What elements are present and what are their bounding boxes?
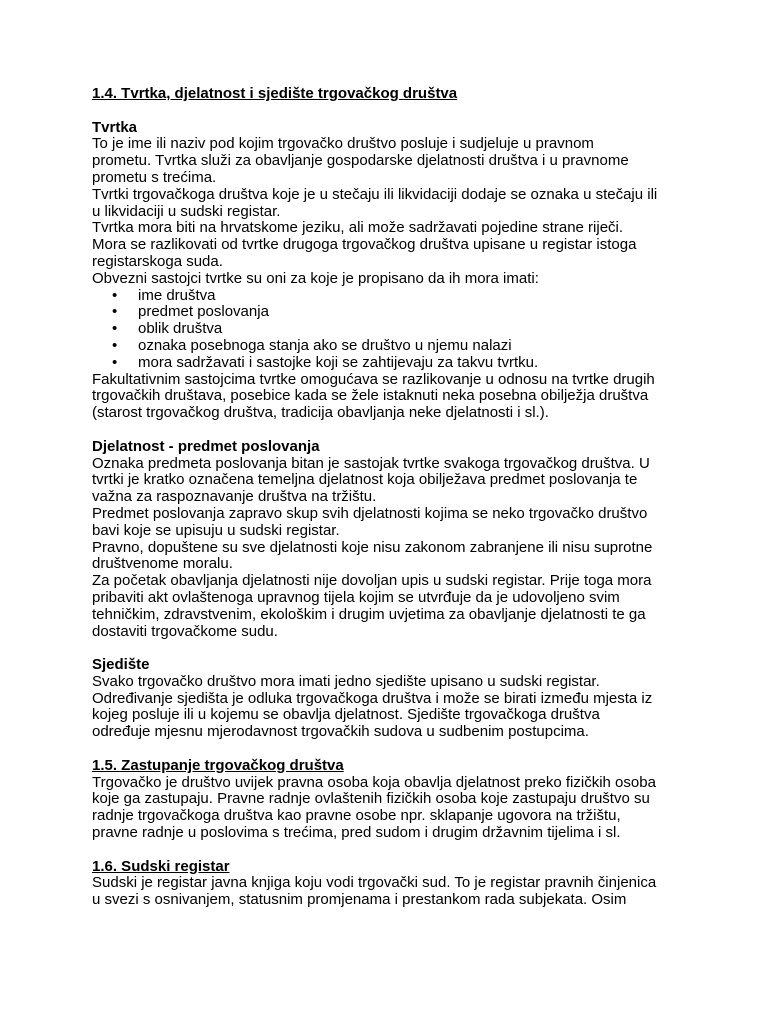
text-line: radnje trgovačkoga društva kao pravne osobe npr. sklapanje ugovora na tržištu, — [92, 807, 621, 825]
bullet-icon: • — [112, 320, 118, 338]
text-line: društvenome moralu. — [92, 555, 233, 573]
text-line: Tvrtki trgovačkoga društva koje je u stečaju ili likvidaciji dodaje se oznaka u stečaju ili — [92, 185, 658, 203]
text-line: pribaviti akt ovlaštenoga upravnog tijela kojim se utvrđuje da je udovoljeno svim — [92, 588, 620, 606]
list-item-text: ime društva — [138, 286, 216, 304]
text-line: To je ime ili naziv pod kojim trgovačko društvo posluje i sudjeluje u pravnom — [92, 135, 594, 153]
tvrtka-heading: Tvrtka — [92, 118, 138, 136]
list-item-text: oblik društva — [138, 320, 223, 338]
spacer — [92, 842, 692, 859]
text-line: bavi koje se upisuju u sudski registar. — [92, 521, 340, 539]
section-1-5-paragraph — [92, 775, 692, 842]
bullet-icon: • — [112, 336, 118, 354]
text-line: Sudski je registar javna knjiga koju vodi trgovački sud. To je registar pravnih činjenica — [92, 874, 657, 892]
text-line: registarskoga suda. — [92, 252, 223, 270]
text-line: Za početak obavljanja djelatnosti nije dovoljan upis u sudski registar. Prije toga mora — [92, 572, 652, 590]
text-line: (starost trgovačkog društva, tradicija obavljanja neke djelatnosti i sl.). — [92, 404, 549, 422]
tvrtka-paragraph — [92, 136, 692, 287]
tvrtka-after-paragraph — [92, 372, 692, 422]
text-line: prometu. Tvrtka služi za obavljanje gospodarske djelatnosti društva i u pravnome — [92, 152, 629, 170]
list-item — [92, 288, 692, 305]
list-item-text: mora sadržavati i sastojke koji se zahtijevaju za takvu tvrtku. — [138, 353, 539, 371]
spacer — [92, 422, 692, 439]
text-line: pravne radnje u poslovima s trećima, pred sudom i drugim državnim tijelima i sl. — [92, 824, 621, 842]
text-line: Fakultativnim sastojcima tvrtke omogućava se razlikovanje u odnosu na tvrtke drugih — [92, 370, 655, 388]
text-line: tehničkim, zdravstvenim, ekološkim i drugim uvjetima za obavljanje djelatnosti te ga — [92, 605, 646, 623]
document-page — [92, 86, 692, 909]
text-line: koje ga zastupaju. Pravne radnje ovlaštenih fizičkih osoba koje zastupaju društvo su — [92, 790, 650, 808]
text-line: Svako trgovačko društvo mora imati jedno sjedište upisano u sudski registar. — [92, 672, 600, 690]
section-1-6-paragraph — [92, 875, 692, 909]
text-line: Obvezni sastojci tvrtke su oni za koje je propisano da ih mora imati: — [92, 269, 539, 287]
tvrtka-bullet-list — [92, 288, 692, 372]
bullet-icon: • — [112, 353, 118, 371]
text-line: određuje mjesnu mjerodavnost trgovačkih sudova u sudbenim postupcima. — [92, 723, 589, 741]
sjediste-paragraph — [92, 674, 692, 741]
bullet-icon: • — [112, 286, 118, 304]
text-line: dostaviti trgovačkome sudu. — [92, 622, 278, 640]
list-item — [92, 304, 692, 321]
list-item — [92, 321, 692, 338]
spacer — [92, 640, 692, 657]
text-line: Mora se razlikovati od tvrtke drugoga trgovačkog društva upisane u registar istoga — [92, 236, 637, 254]
section-1-6-title: 1.6. Sudski registar — [92, 857, 230, 875]
text-line: kojeg posluje ili u kojemu se obavlja djelatnost. Sjedište trgovačkoga društva — [92, 706, 600, 724]
text-line: Određivanje sjedišta je odluka trgovačkoga društva i može se birati između mjesta iz — [92, 689, 653, 707]
text-line: tvrtki je kratko označena temeljna djelatnost koja obilježava predmet poslovanja te — [92, 471, 638, 489]
list-item — [92, 338, 692, 355]
text-line: važna za raspoznavanje društva na tržištu. — [92, 488, 377, 506]
text-line: Trgovačko je društvo uvijek pravna osoba koja obavlja djelatnost preko fizičkih osoba — [92, 773, 656, 791]
text-line: u svezi s osnivanjem, statusnim promjenama i prestankom rada subjekata. Osim — [92, 891, 627, 909]
djelatnost-heading: Djelatnost - predmet poslovanja — [92, 437, 320, 455]
list-item-text: oznaka posebnoga stanja ako se društvo u njemu nalazi — [138, 336, 512, 354]
list-item-text: predmet poslovanja — [138, 303, 269, 321]
djelatnost-paragraph — [92, 456, 692, 641]
sjediste-heading: Sjedište — [92, 656, 150, 674]
text-line: Tvrtka mora biti na hrvatskome jeziku, ali može sadržavati pojedine strane riječi. — [92, 219, 624, 237]
text-line: Oznaka predmeta poslovanja bitan je sastojak tvrtke svakoga trgovačkog društva. U — [92, 454, 650, 472]
text-line: trgovačkih društava, posebice kada se žele istaknuti neka posebna obilježja društva — [92, 387, 649, 405]
section-1-5-title: 1.5. Zastupanje trgovačkog društva — [92, 756, 344, 774]
text-line: prometu s trećima. — [92, 168, 217, 186]
list-item — [92, 355, 692, 372]
spacer — [92, 103, 692, 120]
text-line: u likvidaciji u sudski registar. — [92, 202, 281, 220]
spacer — [92, 741, 692, 758]
bullet-icon: • — [112, 303, 118, 321]
text-line: Pravno, dopuštene su sve djelatnosti koje nisu zakonom zabranjene ili nisu suprotne — [92, 538, 653, 556]
section-1-4-title: 1.4. Tvrtka, djelatnost i sjedište trgovačkog društva — [92, 85, 458, 102]
text-line: Predmet poslovanja zapravo skup svih djelatnosti kojima se neko trgovačko društvo — [92, 504, 648, 522]
